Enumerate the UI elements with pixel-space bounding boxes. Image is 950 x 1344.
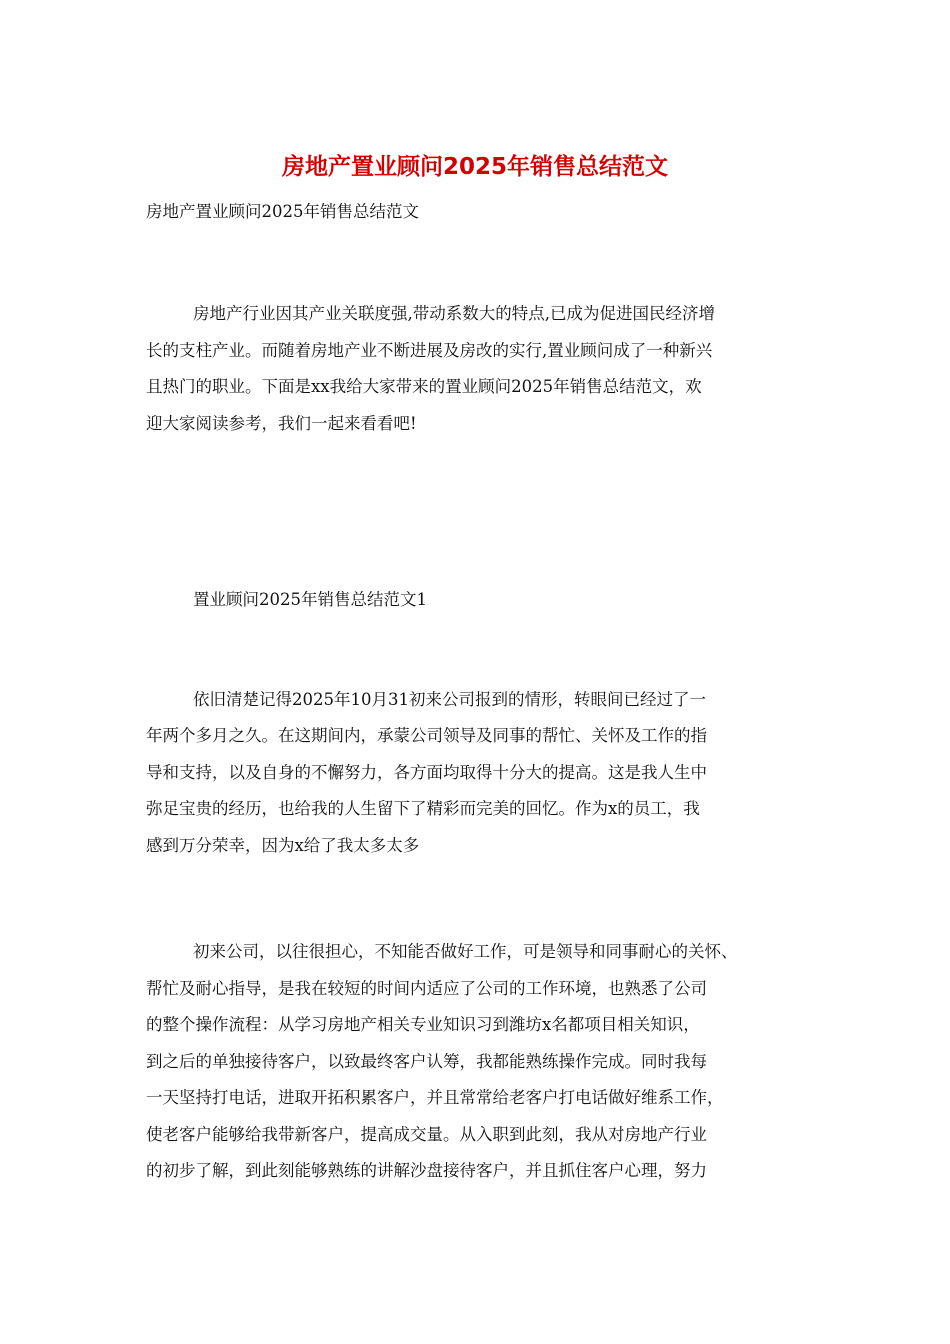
intro-line: 且热门的职业。下面是xx我给大家带来的置业顾问2025年销售总结范文，欢 (146, 377, 702, 396)
paragraph2-line: 使老客户能够给我带新客户，提高成交量。从入职到此刻，我从对房地产行业 (146, 1125, 707, 1144)
intro-line: 长的支柱产业。而随着房地产业不断进展及房改的实行,置业顾问成了一种新兴 (146, 341, 713, 360)
intro-line: 房地产行业因其产业关联度强,带动系数大的特点,已成为促进国民经济增 (193, 304, 715, 323)
paragraph1-line: 弥足宝贵的经历，也给我的人生留下了精彩而完美的回忆。作为x的员工，我 (146, 799, 700, 818)
paragraph1-line: 感到万分荣幸，因为x给了我太多太多 (146, 836, 420, 855)
paragraph2-line: 的整个操作流程：从学习房地产相关专业知识习到潍坊x名都项目相关知识， (146, 1015, 700, 1034)
paragraph2-line: 到之后的单独接待客户，以致最终客户认筹，我都能熟练操作完成。同时我每 (146, 1052, 707, 1071)
paragraph2-line: 初来公司，以往很担心，不知能否做好工作，可是领导和同事耐心的关怀、 (193, 942, 738, 961)
paragraph1-line: 导和支持，以及自身的不懈努力，各方面均取得十分大的提高。这是我人生中 (146, 763, 707, 782)
document-title: 房地产置业顾问2025年销售总结范文 (281, 154, 668, 180)
paragraph1-line: 年两个多月之久。在这期间内，承蒙公司领导及同事的帮忙、关怀及工作的指 (146, 726, 707, 745)
paragraph1-line: 依旧清楚记得2025年10月31初来公司报到的情形，转眼间已经过了一 (193, 690, 706, 709)
paragraph2-line: 一天坚持打电话，进取开拓积累客户，并且常常给老客户打电话做好维系工作， (146, 1088, 724, 1107)
paragraph2-line: 帮忙及耐心指导，是我在较短的时间内适应了公司的工作环境，也熟悉了公司 (146, 979, 707, 998)
paragraph2-line: 的初步了解，到此刻能够熟练的讲解沙盘接待客户，并且抓住客户心理，努力 (146, 1161, 707, 1180)
document-subtitle: 房地产置业顾问2025年销售总结范文 (146, 202, 419, 221)
section-heading: 置业顾问2025年销售总结范文1 (193, 590, 427, 609)
intro-line: 迎大家阅读参考，我们一起来看看吧! (146, 414, 417, 433)
